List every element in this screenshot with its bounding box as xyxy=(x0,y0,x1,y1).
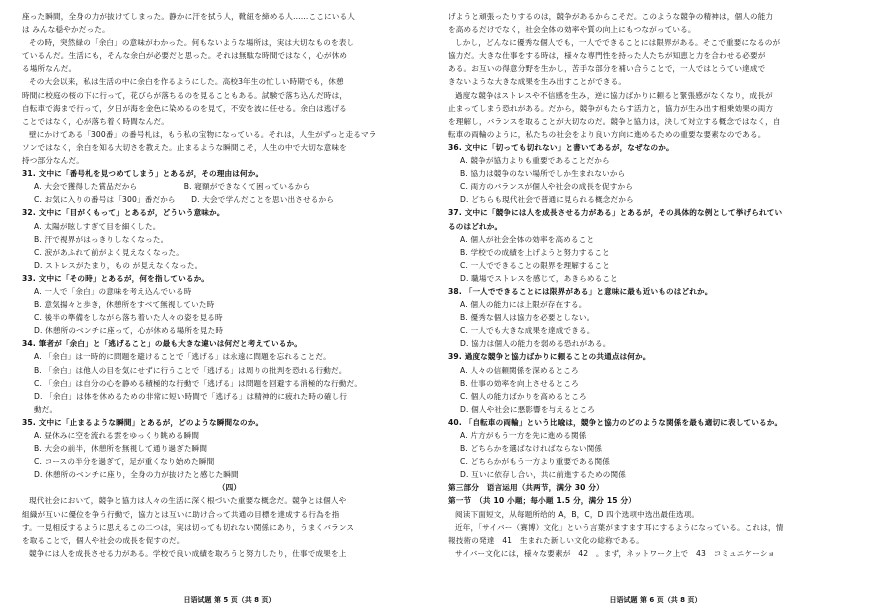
text-line: しかし，どんなに優秀な個人でも，一人でできることには限界がある。そこで重要になるのが xyxy=(455,38,781,48)
text-line: D. 休憩所のベンチに座り，全身の力が抜けたと感じた瞬間 xyxy=(34,470,239,480)
text-line: B. 仕事の効率を向上させるところ xyxy=(460,378,579,388)
text-line: ソンではなく，余白を知る大切さを教えた。止まるような瞬間こそ，人生の中で大切な意味を xyxy=(22,142,347,152)
text-line: D. 個人や社会に悪影響を与えるところ xyxy=(460,404,596,414)
text-line: ある。お互いの得意分野を生かし，苦手な部分を補い合うことで，一人ではとうてい達成で xyxy=(448,64,766,74)
text-line: A. 「余白」は一時的に問題を避けることで「逃げる」は永遠に問題を忘れることだ。 xyxy=(34,352,331,362)
text-line: 報技術の発達 41 生まれた新しい文化の総称である。 xyxy=(448,535,644,545)
page-6-text xyxy=(448,10,863,590)
text-line: ているんだ。生活にも，そんな余白が必要だと思った。それは無駄な時間ではなく，心が休め xyxy=(22,51,348,61)
text-line: A. 太陽が眩しすぎて目を細くした。 xyxy=(34,221,161,231)
text-line: C. 両方のバランスが個人や社会の成長を促すから xyxy=(460,182,633,192)
text-line: 36. 文中に「切っても切れない」と書いてあるが，なぜなのか。 xyxy=(448,142,674,152)
text-line: 阅读下面短文，从每题所给的 A，B，C，D 四个选项中选出最佳选项。 xyxy=(455,509,700,519)
text-line: 転車の両輪のように，私たちの社会をより良い方向に進めるための重要な要素なのである。 xyxy=(448,129,766,139)
page-5-footer: 日语试题 第 5 页（共 8 页） xyxy=(183,596,276,604)
text-line: 時間に校庭の桜の下に行って，花びらが落ちるのを見ることもある。試験で落ち込んだ時は， xyxy=(22,90,348,100)
text-line: A. 個人の能力には上限が存在する。 xyxy=(460,300,587,310)
text-line: げようと頑張ったりするのは，競争があるからこそだ。このような競争の精神は，個人の能力 xyxy=(448,12,774,21)
text-line: 39. 過度な競争と協力ばかりに頼ることの共通点は何か。 xyxy=(448,352,651,362)
text-line: （四） xyxy=(217,483,242,493)
text-line: きないような大きな成果を生み出すことができる。 xyxy=(448,77,627,87)
text-line: 32. 文中に「目がくもって」とあるが，どういう意味か。 xyxy=(22,208,225,218)
text-line: D. 「余白」は体を休めるための非常に短い時間で「逃げる」は精神的に疲れた時の確し行 xyxy=(34,391,348,401)
text-line: D. ストレスがたまり，もの が見えなくなった。 xyxy=(34,260,203,270)
text-line: D. 互いに依存し合い，共に前進するための関係 xyxy=(460,470,626,480)
text-line: A. 一人で「余白」の意味を考え込んでいる時 xyxy=(34,286,192,296)
text-line: B. 学校での成績を上げようと努力すること xyxy=(460,247,610,257)
text-line: B. 協力は競争のない場所でしか生まれないから xyxy=(460,169,626,179)
text-line: 持つ部分なんだ。 xyxy=(22,156,84,166)
text-line: C. 一人でも大きな成果を達成できる。 xyxy=(460,326,595,336)
text-line: サイバー文化には，様々な要素が 42 。まず，ネットワーク上で 43 コミュニケーショ xyxy=(455,548,776,558)
text-line: 壁にかけてある「300番」の番号札は，もう私の宝物になっている。それは，人生がずっと走るマラ xyxy=(29,129,377,139)
text-line: 40. 「自転車の両輪」という比喩は，競争と協力のどのような関係を最も適切に表しているか。 xyxy=(448,417,783,427)
text-line: その時，突然緑の「余白」の意味がわかった。何もないような場所は，実は大切なものを表し xyxy=(29,38,355,48)
text-line: A. 大会で獲得した賞品だから B. 寝額ができなくて困っているから xyxy=(34,182,311,192)
text-line: 現代社会において，競争と協力は人々の生活に深く根づいた重要な概念だ。競争とは個人や xyxy=(29,496,347,506)
text-line: C. 涙があふれて前がよく見えなくなった。 xyxy=(34,247,184,257)
text-line: C. 「余白」は自分の心を静める積極的な行動で「逃げる」は問題を回避する消極的な行動だ。 xyxy=(34,378,363,388)
text-line: 34. 筆者が「余白」と「逃げること」の最も大きな違いは何だと考えているか。 xyxy=(22,339,302,349)
text-line: D. 休憩所のベンチに座って，心が休める場所を見た時 xyxy=(34,326,224,336)
text-line: るのはどれか。 xyxy=(448,221,503,231)
text-line: 止まってしまう恐れがある。だから，競争がもたらす活力と，協力が生み出す相乗効果の両方 xyxy=(448,103,774,113)
text-line: C. お気に入りの番号は「300」番だから D. 大会で学んだことを思い出させるから xyxy=(34,195,334,205)
text-line: を高めるだけでなく，社会全体の効率や質の向上にもつながっている。 xyxy=(448,25,696,35)
text-line: 33. 文中に「その時」とあるが，何を指しているか。 xyxy=(22,273,210,283)
text-line: 組織が互いに優位を争う行動で，協力とは互いに助け合って共通の目標を達成する行為を指 xyxy=(22,509,340,519)
text-line: は みんな穏やかだった。 xyxy=(22,25,110,35)
text-line: C. コースの半分を過ぎて，足が重くなり始めた瞬間 xyxy=(34,457,215,467)
text-line: る場所なんだ。 xyxy=(22,64,77,74)
text-line: 自転車で海まで行って，夕日が海を金色に染めるのを見て，不安を波に任せる。余白は逃げる xyxy=(22,103,347,113)
exam-page-5 xyxy=(22,0,437,615)
text-line: 競争には人を成長させる力がある。学校で良い成績を取ろうと努力したり，仕事で成果を上 xyxy=(29,548,347,558)
text-line: A. 人々の信頼関係を深めるところ xyxy=(460,365,579,375)
text-line: C. 後半の準備をしながら落ち着いた人々の姿を見る時 xyxy=(34,313,223,323)
text-line: B. どちらかを選ばなければならない関係 xyxy=(460,444,603,454)
text-line: 35. 文中に「止まるような瞬間」とあるが，どのような瞬間なのか。 xyxy=(22,417,264,427)
text-line: す。一見相反するように思えるこの二つは，実は切っても切れない関係にあり，うまくバランス xyxy=(22,522,355,532)
text-line: 過度な競争はストレスや不信感を生み，逆に協力ばかりに頼ると緊張感がなくなり，成長が xyxy=(455,90,773,100)
text-line: 31. 文中に「番号札を見つめてしまう」とあるが，その理由は何か。 xyxy=(22,169,264,179)
text-line: 近年，「サイバー（赛博）文化」という言葉がますます耳にするようになっている。これは，情 xyxy=(455,522,784,532)
text-line: 第三部分 语言运用（共两节，满分 30 分） xyxy=(448,483,604,493)
text-line: A. 個人が社会全体の効率を高めること xyxy=(460,234,595,244)
text-line: B. 優秀な個人は協力を必要としない。 xyxy=(460,313,595,323)
text-line: 座った瞬間，全身の力が抜けてしまった。静かに汗を拭う人，靴紐を締める人……ここにいる人 xyxy=(22,12,355,21)
text-line: D. どちらも現代社会で普通に見られる概念だから xyxy=(460,195,634,205)
text-line: 37. 文中に「競争には人を成長させる力がある」とあるが，その具体的な例として挙げられてい xyxy=(448,208,783,218)
text-line: B. 意気揚々と歩き，休憩所をすべて無視していた時 xyxy=(34,300,215,310)
text-line: C. 一人でできることの限界を理解すること xyxy=(460,260,610,270)
text-line: A. 片方がもう一方を先に進める関係 xyxy=(460,431,587,440)
text-line: 第一节 （共 10 小题；每小题 1.5 分，满分 15 分） xyxy=(448,496,636,506)
text-line: を取ることで，個人や社会の成長を促すのだ。 xyxy=(22,535,185,545)
text-line: A. 昼休みに空を流れる雲をゆっくり眺める瞬間 xyxy=(34,431,200,440)
page-5-text xyxy=(22,10,437,590)
text-line: C. 個人の能力ばかりを高めるところ xyxy=(460,391,587,401)
text-line: B. 汗で視界がはっきりしなくなった。 xyxy=(34,234,169,244)
text-line: B. 大会の前半，休憩所を無視して通り過ぎた瞬間 xyxy=(34,444,208,454)
text-line: B. 「余白」は他人の目を気にせずに行うことで「逃げる」は周りの批判を恐れる行動だ。 xyxy=(34,365,347,375)
page-6-footer: 日语试题 第 6 页（共 8 页） xyxy=(609,596,702,604)
text-line: 動だ。 xyxy=(34,404,58,414)
text-line: その大会以来，私は生活の中に余白を作るようにした。高校3年生の忙しい時期でも，休憩 xyxy=(29,77,344,87)
text-line: A. 競争が協力よりも重要であることだから xyxy=(460,156,610,166)
text-line: D. 協力は個人の能力を弱める恐れがある。 xyxy=(460,339,611,349)
exam-page-6 xyxy=(448,0,863,615)
text-line: 38. 「一人でできることには限界がある」と意味に最も近いものはどれか。 xyxy=(448,286,713,296)
text-line: D. 職場でストレスを感じて，あきらめること xyxy=(460,273,618,283)
text-line: ことではなく，心が落ち着く時間なんだ。 xyxy=(22,116,169,126)
text-line: を理解し，バランスを取ることが大切なのだ。競争と協力は，決して対立する概念ではなく，自 xyxy=(448,116,781,126)
text-line: 協力だ。大きな仕事をする時は，様々な専門性を持った人たちが知恵と力を合わせる必要が xyxy=(448,51,766,61)
text-line: C. どちらかがもう一方より重要である関係 xyxy=(460,457,610,467)
